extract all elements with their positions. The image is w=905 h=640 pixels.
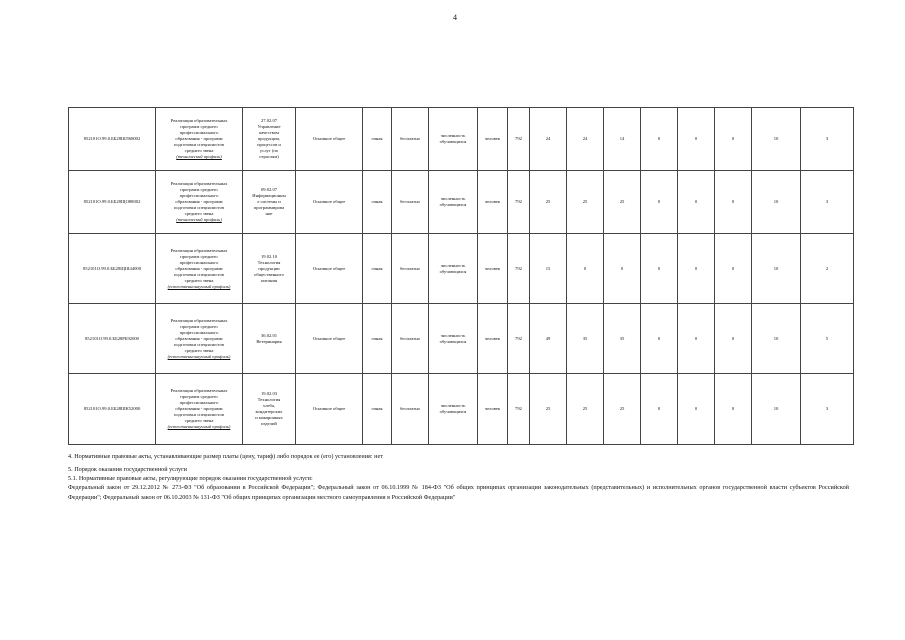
program-line: подготовки специалистов: [174, 341, 224, 347]
cell-payment: бесплатно: [392, 171, 429, 234]
program-line: Реализация образовательных: [170, 317, 228, 323]
specialty-line: программирова: [253, 205, 285, 210]
program-profile-note: (технический профиль): [176, 217, 222, 222]
cell-value-v1: 49: [530, 304, 567, 374]
program-profile-note: (естественнонаучный профиль): [167, 353, 231, 359]
cell-form: очная: [363, 234, 392, 304]
cell-okei-code: 792: [508, 171, 530, 234]
cell-value-v5: 0: [678, 108, 715, 171]
program-line: программ среднего: [180, 187, 218, 192]
specialty-line: отраслям): [259, 154, 279, 159]
indicator-line: обучающихся: [439, 139, 467, 144]
specialty-line: изделий: [261, 421, 277, 426]
cell-indicator: [429, 171, 478, 234]
cell-program: [156, 171, 243, 234]
program-line: Реализация образовательных: [170, 181, 228, 186]
program-line: программ среднего: [180, 394, 218, 399]
specialty-line: Информационны: [252, 193, 286, 198]
program-line: программ среднего: [180, 323, 218, 329]
specialty-line: хлеба,: [262, 403, 276, 408]
specialty-line: продукции,: [257, 136, 281, 141]
cell-value-v6: 0: [715, 108, 752, 171]
cell-value-v4: 0: [641, 108, 678, 171]
cell-payment: бесплатно: [392, 234, 429, 304]
specialty-line: и макаронных: [255, 415, 283, 420]
program-line: образования - программ: [175, 406, 223, 411]
cell-value-dev-pct: 10: [752, 374, 801, 445]
program-line: профессионального: [179, 329, 219, 335]
cell-okei-code: 792: [508, 374, 530, 445]
cell-okei-code: 792: [508, 108, 530, 171]
indicator-line: численность: [440, 133, 466, 138]
cell-value-dev-abs: 3: [801, 171, 854, 234]
cell-form: очная: [363, 304, 392, 374]
cell-registry-code: 852101О.99.0.ББ28ШК52000: [69, 374, 156, 445]
cell-okei-code: 792: [508, 304, 530, 374]
program-profile-note: (естественнонаучный профиль): [167, 424, 231, 429]
program-line: профессионального: [179, 193, 219, 198]
cell-value-dev-pct: 10: [752, 234, 801, 304]
specialty-line: ние: [265, 211, 273, 216]
cell-indicator: [429, 304, 478, 374]
program-line: образования - программ: [175, 199, 223, 204]
cell-specialty: [243, 304, 296, 374]
cell-value-v6: 0: [715, 171, 752, 234]
program-line: Реализация образовательных: [170, 118, 228, 123]
cell-base: Основное общее: [296, 374, 363, 445]
cell-value-v4: 0: [641, 234, 678, 304]
cell-registry-code: 852101О.99.0.ББ28ЩО88002: [69, 171, 156, 234]
indicator-line: численность: [440, 262, 466, 268]
program-profile-note: (технический профиль): [176, 154, 222, 159]
cell-value-v6: 0: [715, 234, 752, 304]
cell-base: Основное общее: [296, 234, 363, 304]
program-line: профессионального: [179, 400, 219, 405]
program-line: подготовки специалистов: [174, 205, 224, 210]
cell-program: [156, 108, 243, 171]
program-line: среднего звена: [184, 277, 214, 283]
cell-value-v2: 25: [567, 171, 604, 234]
table-row: [69, 171, 854, 234]
cell-unit: человек: [478, 108, 508, 171]
cell-specialty: [243, 171, 296, 234]
cell-form: очная: [363, 374, 392, 445]
specialty-line: Управление: [257, 124, 281, 129]
note-procedure-heading: 5. Порядок оказания государственной услуги: [68, 466, 187, 473]
program-line: образования - программ: [175, 136, 223, 141]
cell-value-v2: 25: [567, 374, 604, 445]
cell-value-v1: 25: [530, 171, 567, 234]
program-line: среднего звена: [184, 418, 214, 423]
indicator-line: обучающихся: [439, 268, 467, 274]
cell-value-v4: 0: [641, 171, 678, 234]
cell-registry-code: 852101О.99.0.ББ28РБ92000: [69, 304, 156, 374]
specialty-line: услуг (по: [259, 148, 279, 153]
cell-value-v3: 14: [604, 108, 641, 171]
cell-value-v1: 15: [530, 234, 567, 304]
cell-base: Основное общее: [296, 108, 363, 171]
cell-value-dev-pct: 10: [752, 108, 801, 171]
program-line: подготовки специалистов: [174, 142, 224, 147]
specialty-line: процессов и: [257, 142, 281, 147]
cell-specialty: [243, 374, 296, 445]
specialty-line: 09.02.07: [260, 187, 278, 192]
note-laws-list: Федеральный закон от 29.12.2012 № 273-ФЗ "Об образовании в Российской Федерации"; Федеральный закон от 06.10.1999 № 184-ФЗ "Об общих принципах организации законодательных (представительных) и исполнительных органов государственной власти субъектов Российской Федерации"; Федеральный закон от 06.10.2003 № 131-ФЗ "Об общих принципах организации местного самоуправления в Российской Федерации": [68, 484, 849, 501]
cell-value-v3: 25: [604, 171, 641, 234]
specialty-line: общественного: [254, 271, 284, 277]
table-row: [69, 304, 854, 374]
cell-program: [156, 304, 243, 374]
cell-value-v1: 24: [530, 108, 567, 171]
cell-program: [156, 234, 243, 304]
cell-base: Основное общее: [296, 304, 363, 374]
cell-value-dev-abs: 5: [801, 304, 854, 374]
program-line: подготовки специалистов: [174, 412, 224, 417]
cell-value-dev-abs: 2: [801, 234, 854, 304]
cell-unit: человек: [478, 374, 508, 445]
cell-payment: бесплатно: [392, 108, 429, 171]
cell-program: [156, 374, 243, 445]
program-profile-note: (естественнонаучный профиль): [167, 283, 231, 289]
program-line: образования - программ: [175, 265, 223, 271]
program-line: программ среднего: [180, 253, 218, 259]
cell-unit: человек: [478, 304, 508, 374]
cell-value-v6: 0: [715, 374, 752, 445]
program-line: Реализация образовательных: [170, 388, 228, 393]
specialty-line: питания: [260, 277, 278, 283]
cell-form: очная: [363, 108, 392, 171]
specialty-line: 36.02.01: [260, 332, 278, 338]
specialty-line: е системы и: [257, 199, 281, 204]
indicator-line: обучающихся: [439, 409, 467, 414]
indicator-line: обучающихся: [439, 338, 467, 344]
cell-value-v5: 0: [678, 171, 715, 234]
cell-value-dev-abs: 3: [801, 374, 854, 445]
cell-base: Основное общее: [296, 171, 363, 234]
cell-value-v5: 0: [678, 374, 715, 445]
cell-value-v3: 0: [604, 234, 641, 304]
cell-value-v5: 0: [678, 234, 715, 304]
cell-value-dev-abs: 3: [801, 108, 854, 171]
specialty-line: 27.02.07: [260, 118, 278, 123]
cell-payment: бесплатно: [392, 374, 429, 445]
cell-value-dev-pct: 10: [752, 171, 801, 234]
specialty-line: 19.02.03: [260, 391, 278, 396]
specialty-line: Ветеринария: [256, 338, 282, 344]
program-line: профессионального: [179, 259, 219, 265]
program-line: подготовки специалистов: [174, 271, 224, 277]
program-line: среднего звена: [184, 148, 214, 153]
cell-specialty: [243, 234, 296, 304]
cell-registry-code: 852101О.99.0.ББ28ЩШ44000: [69, 234, 156, 304]
specialty-line: качеством: [259, 130, 279, 135]
program-line: программ среднего: [180, 124, 218, 129]
cell-value-v2: 24: [567, 108, 604, 171]
cell-registry-code: 852101О.99.0.ББ28ШЛ68002: [69, 108, 156, 171]
specialty-line: 19.02.10: [260, 253, 278, 259]
cell-value-v2: 0: [567, 234, 604, 304]
cell-payment: бесплатно: [392, 304, 429, 374]
indicator-line: обучающихся: [439, 202, 467, 207]
page-number: 4: [453, 13, 457, 22]
specialty-line: кондитерских: [255, 409, 283, 414]
cell-indicator: [429, 374, 478, 445]
indicator-line: численность: [440, 196, 466, 201]
cell-indicator: [429, 234, 478, 304]
cell-form: очная: [363, 171, 392, 234]
cell-value-v5: 0: [678, 304, 715, 374]
cell-value-dev-pct: 10: [752, 304, 801, 374]
specialty-line: Технология: [257, 397, 281, 402]
specialty-line: продукции: [258, 265, 280, 271]
program-line: среднего звена: [184, 347, 214, 353]
cell-value-v4: 0: [641, 304, 678, 374]
program-line: среднего звена: [184, 211, 214, 216]
program-line: профессионального: [179, 130, 219, 135]
cell-value-v6: 0: [715, 304, 752, 374]
indicator-line: численность: [440, 403, 466, 408]
cell-unit: человек: [478, 171, 508, 234]
cell-unit: человек: [478, 234, 508, 304]
cell-value-v2: 35: [567, 304, 604, 374]
cell-value-v3: 35: [604, 304, 641, 374]
table-body: [69, 108, 854, 445]
cell-okei-code: 792: [508, 234, 530, 304]
note-fee-acts: 4. Нормативные правовые акты, устанавливающие размер платы (цену, тариф) либо порядок ее (его) установления: нет: [68, 453, 383, 460]
cell-indicator: [429, 108, 478, 171]
program-line: Реализация образовательных: [170, 247, 228, 253]
cell-value-v1: 25: [530, 374, 567, 445]
services-volume-table: [68, 107, 854, 445]
cell-value-v3: 25: [604, 374, 641, 445]
note-regulatory-acts: 5.1. Нормативные правовые акты, регулирующие порядок оказания государственной услуги:: [68, 475, 313, 482]
notes-section: [68, 452, 849, 503]
cell-specialty: [243, 108, 296, 171]
table-row: [69, 234, 854, 304]
program-line: образования - программ: [175, 335, 223, 341]
specialty-line: Технология: [257, 259, 281, 265]
indicator-line: численность: [440, 332, 466, 338]
cell-value-v4: 0: [641, 374, 678, 445]
table-row: [69, 374, 854, 445]
table-row: [69, 108, 854, 171]
